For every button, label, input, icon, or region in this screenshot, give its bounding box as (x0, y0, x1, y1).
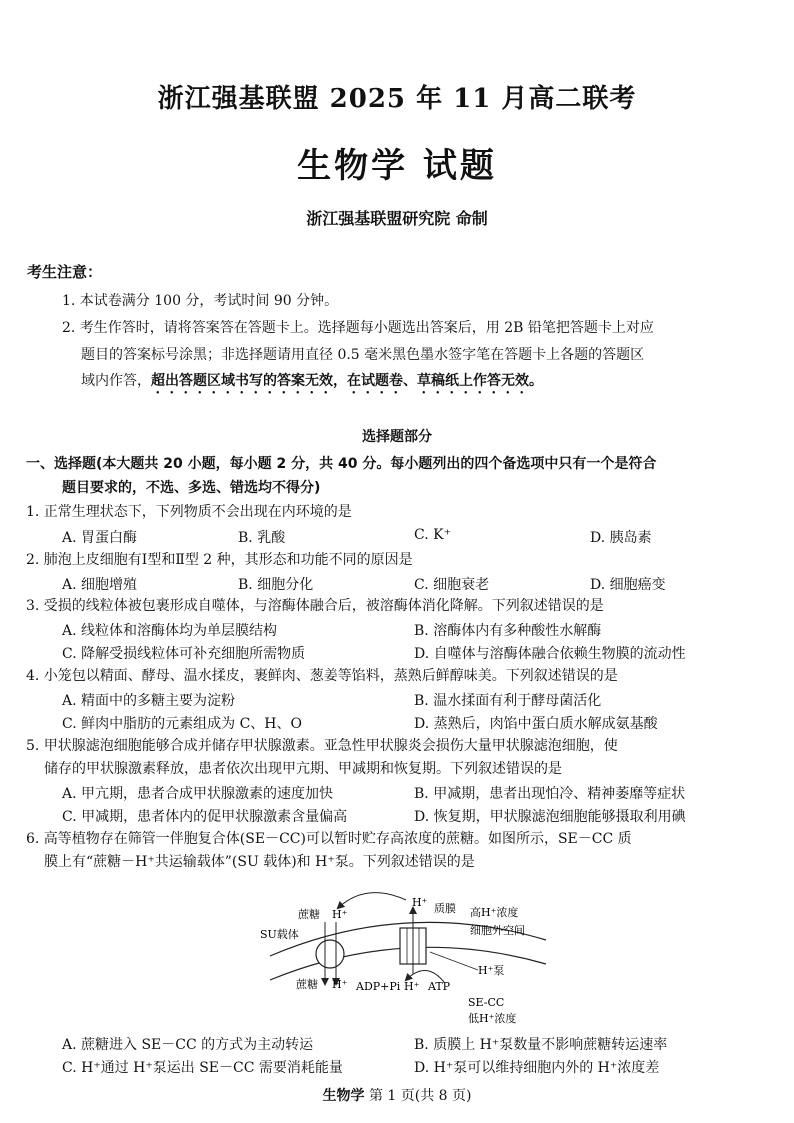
question-5-option-a: A. 甲亢期，患者合成甲状腺激素的速度加快 (62, 786, 334, 802)
question-3-option-d: D. 自噬体与溶酶体融合依赖生物膜的流动性 (414, 646, 686, 662)
fig-label-adp: ADP+Pi (356, 980, 401, 993)
question-5-option-d: D. 恢复期，甲状腺滤泡细胞能够摄取利用碘 (414, 809, 686, 825)
footer-page-number: 第 1 页(共 8 页) (368, 1088, 472, 1104)
fig-label-h-pump: H⁺泵 (478, 964, 505, 977)
fig-label-high-h: 高H⁺浓度 (470, 906, 519, 919)
footer-subject: 生物学 (322, 1088, 365, 1104)
fig-label-membrane: 质膜 (434, 902, 456, 915)
question-3-stem: 3. 受损的线粒体被包裹形成自噬体，与溶酶体融合后，被溶酶体消化降解。下列叙述错误的是 (26, 598, 604, 614)
question-5-option-b: B. 甲减期，患者出现怕冷、精神萎靡等症状 (414, 786, 686, 802)
fig-label-h-mid: H⁺ (404, 980, 420, 993)
question-1-option-d: D. 胰岛素 (590, 530, 652, 546)
question-1-option-a: A. 胃蛋白酶 (62, 530, 138, 546)
question-1-option-c: C. K⁺ (414, 527, 451, 543)
notice-emphasis-text: 超出答题区域书写的答案无效，在试题卷、草稿纸上作答无效。 (151, 373, 543, 389)
se-cc-transport-diagram (256, 878, 556, 1028)
notice-heading: 考生注意： (27, 263, 103, 281)
maker-line: 浙江强基联盟研究院 命制 (306, 209, 488, 228)
section-title: 选择题部分 (362, 429, 432, 445)
exam-title: 浙江强基联盟 2025 年 11 月高二联考 (157, 84, 637, 114)
subject-title: 生物学 试题 (297, 146, 497, 186)
question-2-option-c: C. 细胞衰老 (414, 577, 490, 593)
question-4-option-c: C. 鲜肉中脂肪的元素组成为 C、H、O (62, 716, 302, 732)
page-footer (0, 1085, 794, 1105)
question-6-option-c: C. H⁺通过 H⁺泵运出 SE－CC 需要消耗能量 (62, 1060, 343, 1076)
question-3-option-a: A. 线粒体和溶酶体均为单层膜结构 (62, 623, 278, 639)
question-3-option-b: B. 溶酶体内有多种酸性水解酶 (414, 623, 602, 639)
question-2-option-b: B. 细胞分化 (238, 577, 314, 593)
notice-plain-text: 域内作答， (81, 373, 151, 389)
question-6-option-d: D. H⁺泵可以维持细胞内外的 H⁺浓度差 (414, 1060, 660, 1076)
fig-label-outside: 细胞外空间 (470, 924, 525, 937)
fig-label-h-pump-top: H⁺ (412, 896, 428, 909)
question-4-option-d: D. 蒸熟后，肉馅中蛋白质水解成氨基酸 (414, 716, 658, 732)
question-4-option-b: B. 温水揉面有利于酵母菌活化 (414, 693, 602, 709)
fig-label-se-cc: SE-CC (468, 996, 505, 1009)
notice-item-2-line-3 (81, 372, 543, 397)
section-intro-line-2: 题目要求的，不选、多选、错选均不得分) (62, 480, 321, 496)
question-5-stem-line-2: 储存的甲状腺激素释放，患者依次出现甲亢期、甲减期和恢复期。下列叙述错误的是 (44, 761, 562, 777)
question-4-option-a: A. 精面中的多糖主要为淀粉 (62, 693, 236, 709)
question-2-option-a: A. 细胞增殖 (62, 577, 138, 593)
fig-label-sucrose-top: 蔗糖 (298, 908, 320, 921)
question-2-option-d: D. 细胞癌变 (590, 577, 666, 593)
fig-label-sucrose-bottom: 蔗糖 (296, 978, 318, 991)
question-6-stem-line-1: 6. 高等植物存在筛管一伴胞复合体(SE－CC)可以暂时贮存高浓度的蔗糖。如图所示，SE－CC 质 (26, 831, 632, 847)
fig-label-atp: ATP (428, 980, 451, 993)
question-2-stem: 2. 肺泡上皮细胞有Ⅰ型和Ⅱ型 2 种，其形态和功能不同的原因是 (26, 552, 413, 568)
fig-label-h-bottom: H⁺ (332, 978, 348, 991)
fig-label-low-h: 低H⁺浓度 (468, 1012, 517, 1025)
question-6-option-a: A. 蔗糖进入 SE－CC 的方式为主动转运 (62, 1037, 314, 1053)
question-3-option-c: C. 降解受损线粒体可补充细胞所需物质 (62, 646, 306, 662)
question-6-option-b: B. 质膜上 H⁺泵数量不影响蔗糖转运速率 (414, 1037, 668, 1053)
notice-item-2-line-1: 2. 考生作答时，请将答案答在答题卡上。选择题每小题选出答案后，用 2B 铅笔把答题卡上对应 (62, 320, 654, 336)
question-6-stem-line-2: 膜上有“蔗糖－H⁺共运输载体”(SU 载体)和 H⁺泵。下列叙述错误的是 (44, 854, 475, 870)
su-carrier-shape (316, 940, 344, 968)
notice-item-2-line-2: 题目的答案标号涂黑；非选择题请用直径 0.5 毫米黑色墨水签字笔在答题卡上各题的答题区 (81, 347, 645, 363)
question-5-stem-line-1: 5. 甲状腺滤泡细胞能够合成并储存甲状腺激素。亚急性甲状腺炎会损伤大量甲状腺滤泡细胞，使 (26, 738, 618, 754)
question-5-option-c: C. 甲减期，患者体内的促甲状腺激素含量偏高 (62, 809, 348, 825)
section-intro-line-1: 一、选择题(本大题共 20 小题，每小题 2 分，共 40 分。每小题列出的四个备选项中只有一个是符合 (26, 456, 657, 472)
question-4-stem: 4. 小笼包以精面、酵母、温水揉皮，裹鲜肉、葱姜等馅料，蒸熟后鲜醇味美。下列叙述错误的是 (26, 668, 618, 684)
fig-label-su-carrier: SU载体 (260, 928, 299, 941)
question-1-option-b: B. 乳酸 (238, 530, 286, 546)
question-1-stem: 1. 正常生理状态下，下列物质不会出现在内环境的是 (26, 504, 352, 520)
fig-label-h-top: H⁺ (332, 908, 348, 921)
notice-item-1: 1. 本试卷满分 100 分，考试时间 90 分钟。 (62, 293, 339, 309)
